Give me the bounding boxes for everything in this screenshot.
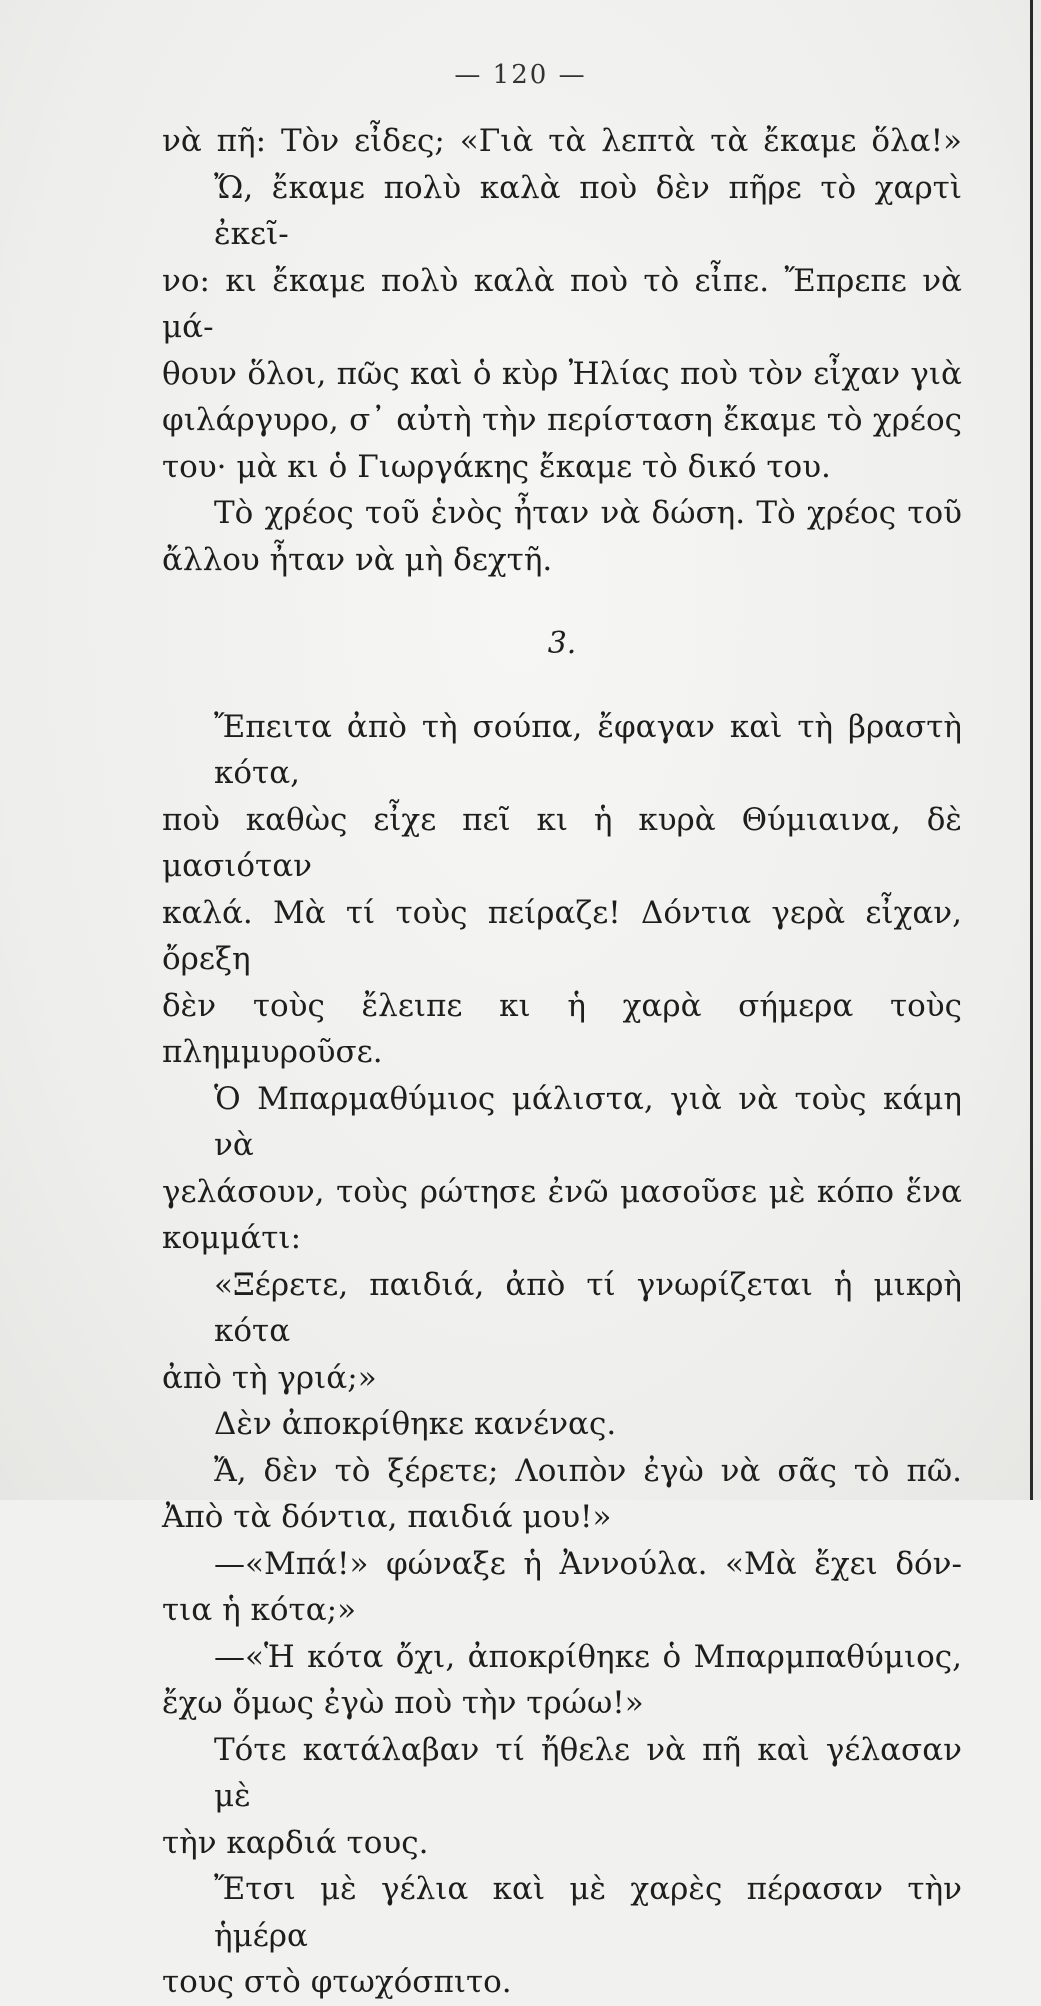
text-line: Ἔτσι μὲ γέλια καὶ μὲ χαρὲς πέρασαν τὴν ἡμέρα (214, 1871, 962, 1954)
text-line: δὲν τοὺς ἔλειπε κι ἡ χαρὰ σήμερα τοὺς πλημμυροῦσε. (162, 987, 962, 1070)
text-line: κομμάτι: (162, 1220, 302, 1256)
text-line: φιλάργυρο, σ᾿ αὐτὴ τὴν περίσταση ἔκαμε τὸ χρέος (162, 402, 962, 438)
text-line: θουν ὅλοι, πῶς καὶ ὁ κὺρ Ἠλίας ποὺ τὸν εἶχαν γιὰ (162, 355, 962, 392)
text-line: του· μὰ κι ὁ Γιωργάκης ἔκαμε τὸ δικό του. (162, 448, 831, 485)
text-line: ἔχω ὅμως ἐγὼ ποὺ τὴν τρώω!» (162, 1685, 644, 1721)
text-line: Δὲν ἀποκρίθηκε κανένας. (214, 1406, 617, 1442)
text-line: Ἀπὸ τὰ δόντια, παιδιά μου!» (162, 1499, 612, 1535)
text-line: ἄλλου ἦταν νὰ μὴ δεχτῆ. (162, 541, 553, 578)
page-text (162, 118, 962, 2006)
text-line: ποὺ καθὼς εἶχε πεῖ κι ἡ κυρὰ Θύμιαινα, δὲ μασιόταν (162, 801, 962, 884)
text-line: τους στὸ φτωχόσπιτο. (162, 1964, 512, 2000)
text-line: Ὁ Μπαρμαθύμιος μάλιστα, γιὰ νὰ τοὺς κάμη νὰ (214, 1080, 962, 1163)
text-line: —«Ἡ κότα ὄχι, ἀποκρίθηκε ὁ Μπαρμπαθύμιος, (214, 1638, 962, 1675)
text-line: Ἄ, δὲν τὸ ξέρετε; Λοιπὸν ἐγὼ νὰ σᾶς τὸ πῶ. (214, 1452, 962, 1489)
text-line: νο: κι ἔκαμε πολὺ καλὰ ποὺ τὸ εἶπε. Ἔπρεπε νὰ μά- (162, 262, 962, 345)
text-line: καλά. Μὰ τί τοὺς πείραζε! Δόντια γερὰ εἶχαν, ὄρεξη (162, 894, 962, 977)
text-line: «Ξέρετε, παιδιά, ἀπὸ τί γνωρίζεται ἡ μικρὴ κότα (214, 1266, 962, 1349)
page-number: — 120 — (454, 60, 587, 90)
text-line: γελάσουν, τοὺς ρώτησε ἐνῶ μασοῦσε μὲ κόπο ἕνα (162, 1173, 962, 1210)
text-line: Τὸ χρέος τοῦ ἑνὸς ἦταν νὰ δώση. Τὸ χρέος τοῦ (214, 495, 962, 531)
page-edge-shadow (1030, 0, 1033, 1500)
text-line: νὰ πῆ: Τὸν εἶδες; «Γιὰ τὰ λεπτὰ τὰ ἔκαμε ὅλα!» (162, 123, 962, 159)
text-line: τια ἡ κότα;» (162, 1592, 357, 1628)
text-line: Τότε κατάλαβαν τί ἤθελε νὰ πῆ καὶ γέλασαν μὲ (214, 1731, 962, 1814)
text-line: τὴν καρδιά τους. (162, 1824, 429, 1861)
section-heading: 3. (547, 626, 577, 661)
text-line: Ἔπειτα ἀπὸ τὴ σούπα, ἔφαγαν καὶ τὴ βραστὴ κότα, (214, 708, 962, 791)
text-line: —«Μπά!» φώναξε ἡ Ἀννούλα. «Μὰ ἔχει δόν- (214, 1545, 962, 1582)
text-line: Ὤ, ἔκαμε πολὺ καλὰ ποὺ δὲν πῆρε τὸ χαρτὶ ἐκεῖ- (214, 169, 962, 252)
text-line: ἀπὸ τὴ γριά;» (162, 1359, 377, 1396)
